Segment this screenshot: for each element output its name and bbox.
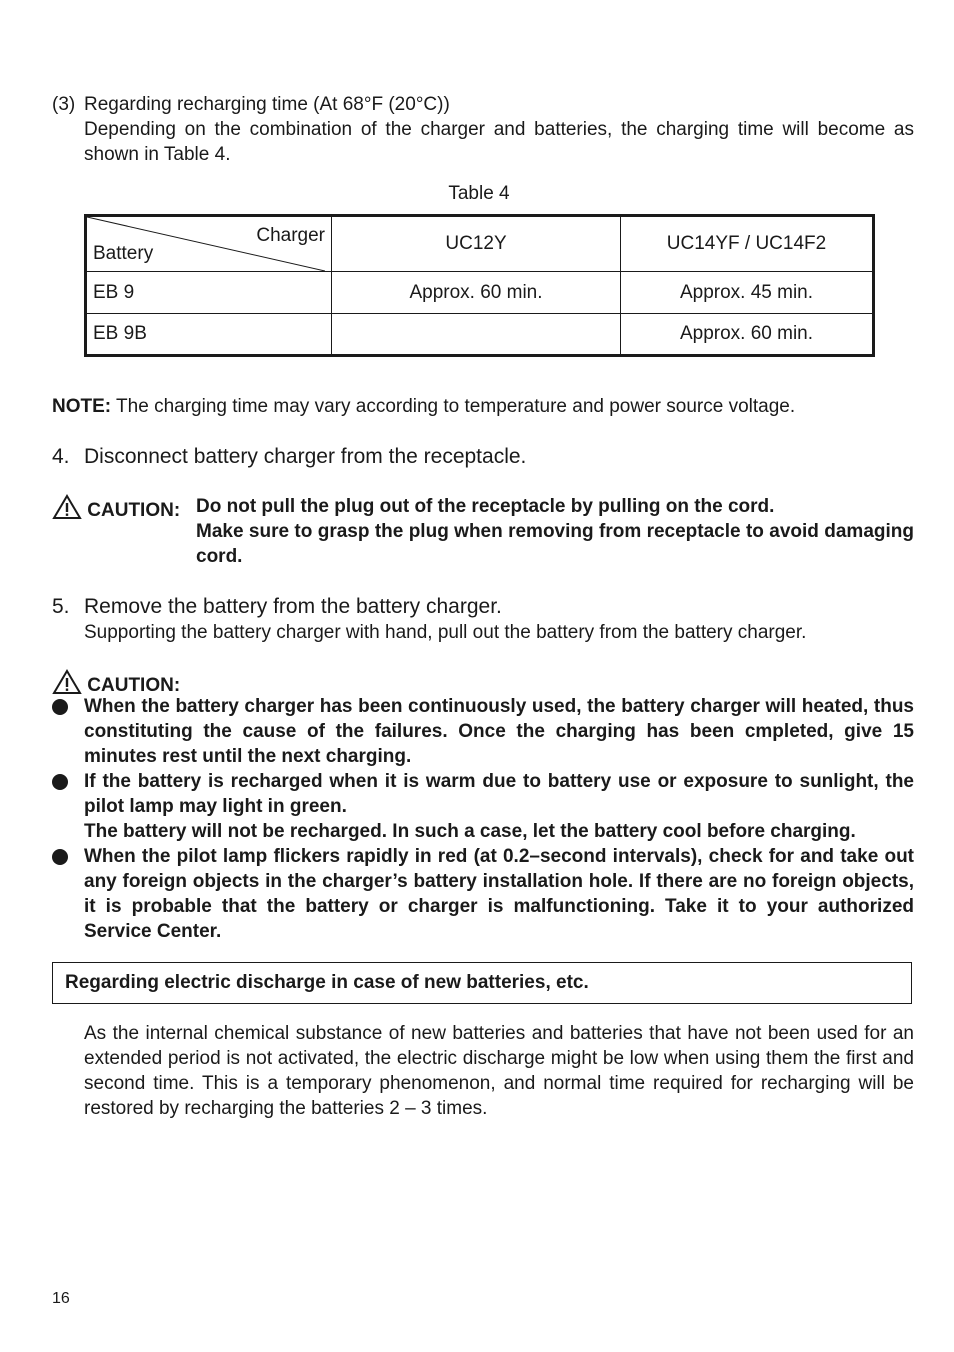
- note: [52, 394, 932, 419]
- caution-bullet-extra: The battery will not be recharged. In such a case, let the battery cool before charging.: [84, 821, 856, 842]
- page-number: 16: [52, 1290, 70, 1307]
- step-text: Disconnect battery charger from the receptacle.: [84, 445, 527, 468]
- column-header: UC12Y: [332, 216, 621, 272]
- note-text: The charging time may vary according to temperature and power source voltage.: [116, 396, 796, 417]
- section-heading: Regarding recharging time (At 68°F (20°C)): [84, 94, 450, 115]
- column-header: UC14YF / UC14F2: [621, 216, 874, 272]
- caution-label: CAUTION:: [87, 500, 181, 521]
- note-label: NOTE:: [52, 396, 112, 417]
- step-subtext: Supporting the battery charger with hand, pull out the battery from the battery charger.: [84, 622, 807, 643]
- table-row: [86, 314, 874, 356]
- box-heading: Regarding electric discharge in case of new batteries, etc.: [65, 972, 589, 993]
- charging-time-table: [84, 214, 875, 357]
- section-box: [52, 962, 912, 1004]
- bullet-icon: [52, 774, 68, 790]
- caution-bullet: If the battery is recharged when it is warm due to battery use or exposure to sunlight, the pilot lamp may light in green.: [84, 771, 914, 817]
- caution-text: Make sure to grasp the plug when removing from receptacle to avoid damaging cord.: [196, 521, 914, 567]
- step-text: Remove the battery from the battery charger.: [84, 595, 502, 618]
- row-label: EB 9B: [86, 314, 332, 356]
- discharge-body: As the internal chemical substance of new batteries and batteries that have not been used for an extended period is not activated, the electric discharge might be low when using them the first and second time. This is a temporary phenomenon, and normal time required for recharging will be restored by recharging the batteries 2 – 3 times.: [84, 1023, 914, 1119]
- caution-heading: [52, 494, 180, 523]
- caution-label: CAUTION:: [87, 675, 181, 696]
- caution-bullet: When the pilot lamp flickers rapidly in red (at 0.2–second intervals), check for and take out any foreign objects in the charger’s battery installation hole. If there are no foreign objects, it is probable that the battery or charger is malfunctioning. Take it to your authorized Service Center.: [84, 846, 914, 942]
- table-caption: Table 4: [448, 183, 510, 204]
- section-number: (3): [52, 94, 76, 115]
- caution-bullet: When the battery charger has been continuously used, the battery charger will heated, thus constituting the cause of the failures. Once the charging has been cmpleted, give 15 minutes rest until the next charging.: [84, 696, 914, 767]
- section-body: Depending on the combination of the charger and batteries, the charging time will become as shown in Table 4.: [84, 119, 914, 165]
- bullet-icon: [52, 699, 68, 715]
- table-corner-cell: [86, 216, 332, 272]
- corner-label-battery: Battery: [93, 243, 154, 264]
- warning-triangle-icon: [52, 494, 82, 520]
- table-cell: [332, 314, 621, 356]
- table-cell: Approx. 60 min.: [621, 314, 874, 356]
- table-row: [86, 272, 874, 314]
- row-label: EB 9: [86, 272, 332, 314]
- table-cell: Approx. 45 min.: [621, 272, 874, 314]
- bullet-icon: [52, 849, 68, 865]
- warning-triangle-icon: [52, 669, 82, 695]
- caution-text: Do not pull the plug out of the receptacle by pulling on the cord.: [196, 496, 775, 517]
- step-number: 5.: [52, 595, 70, 618]
- step-number: 4.: [52, 445, 70, 468]
- table-cell: Approx. 60 min.: [332, 272, 621, 314]
- corner-label-charger: Charger: [256, 225, 325, 246]
